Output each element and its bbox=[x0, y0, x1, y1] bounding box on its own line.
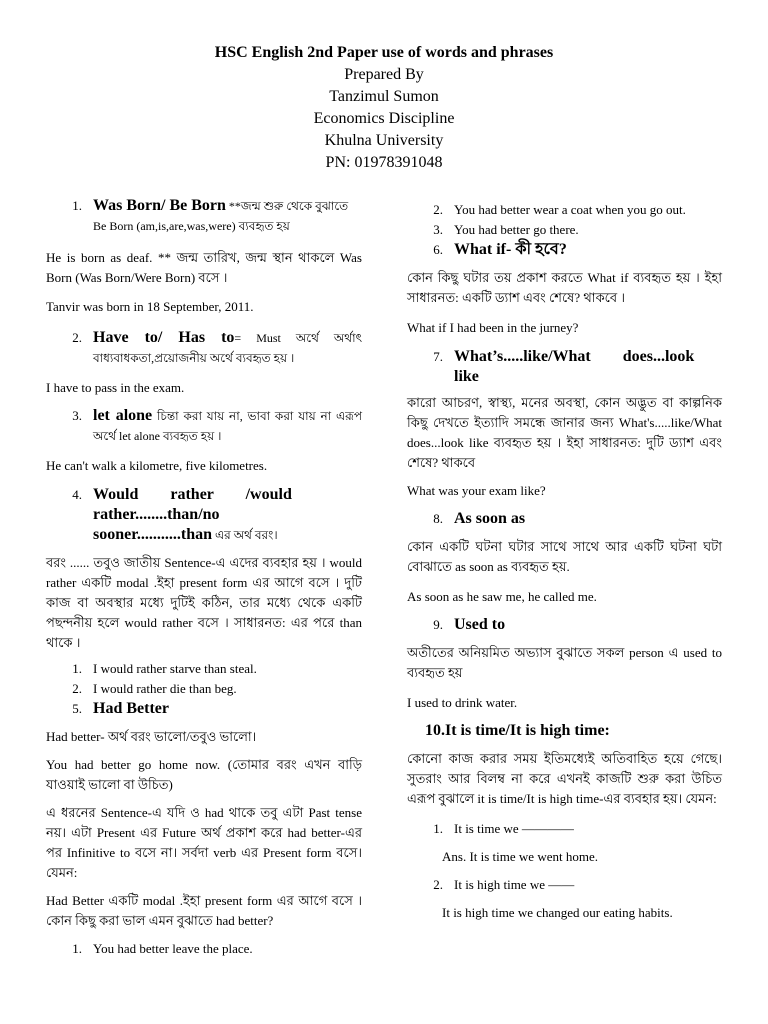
section-have-to bbox=[46, 328, 362, 368]
paragraph: He is born as deaf. ** জন্ম তারিখ, জন্ম স্থান থাকলে Was Born (Was Born/Were Born) বসে । bbox=[46, 250, 362, 285]
section-would-rather bbox=[46, 485, 362, 545]
section-note-line2: Be Born (am,is,are,was,were) ব্যবহৃত হয় bbox=[93, 219, 290, 233]
list-item-text: It is high time we —— bbox=[454, 877, 575, 892]
section-number: 7. bbox=[433, 349, 443, 364]
example-list: 1. I would rather starve than steal. 2. I would rather die than beg. bbox=[46, 659, 362, 699]
author-name: Tanzimul Sumon bbox=[329, 88, 439, 105]
right-column bbox=[407, 200, 722, 923]
phone-number: PN: 01978391048 bbox=[325, 154, 443, 171]
section-heading: Have to/ Has to bbox=[93, 329, 235, 346]
left-column bbox=[46, 196, 362, 959]
discipline: Economics Discipline bbox=[313, 110, 455, 127]
paragraph: Tanvir was born in 18 September, 2011. bbox=[46, 299, 254, 314]
paragraph: As soon as he saw me, he called me. bbox=[407, 589, 597, 604]
list-item: You had better go there. bbox=[454, 222, 579, 237]
section-as-soon-as bbox=[407, 509, 722, 529]
paragraph: অতীতের অনিয়মিত অভ্যাস বুঝাতে সকল person এ used to ব্যবহৃত হয় bbox=[407, 645, 722, 680]
continued-list: 2. You had better wear a coat when you go out. 3. You had better go there. bbox=[407, 200, 722, 240]
section-number: 1. bbox=[72, 198, 82, 213]
section-used-to bbox=[407, 615, 722, 635]
paragraph: Had Better একটি modal .ইহা present form এর আগে বসে । কোন কিছু করা ভাল এমন বুঝাতে had better? bbox=[46, 893, 362, 928]
prepared-by: Prepared By bbox=[344, 66, 424, 83]
section-number: 4. bbox=[72, 487, 82, 502]
paragraph: Had better- অর্থ বরং ভালো/তবুও ভালো। bbox=[46, 729, 257, 744]
list-item: 2. It is high time we —— bbox=[407, 875, 722, 895]
section-note: চিন্তা করা যায় না, ভাবা করা যায় না এরূপ অর্থে let alone ব্যবহৃত হয় । bbox=[93, 409, 362, 443]
section-had-better bbox=[46, 699, 362, 719]
section-heading: like bbox=[454, 368, 479, 385]
paragraph: কারো আচরণ, স্বাস্থ্য, মনের অবস্থা, কোন অদ্ভুত বা কাল্পনিক কিছু দেখতে ইত্যাদি সমন্ধে জানার জন্য What's.....like/What does...look like ব্যবহৃত হয় । ইহা সাধারনত: দুটি ড্যাশ এবং শেষে? থাকবে bbox=[407, 395, 722, 470]
paragraph: I have to pass in the exam. bbox=[46, 380, 185, 395]
section-heading: sooner...........than bbox=[93, 526, 212, 543]
paragraph: কোন একটি ঘটনা ঘটার সাথে সাথে আর একটি ঘটনা ঘটা বোঝাতে as soon as ব্যবহৃত হয়. bbox=[407, 539, 722, 574]
section-whats-like bbox=[407, 347, 722, 387]
section-let-alone bbox=[46, 406, 362, 446]
paragraph: What if I had been in the jurney? bbox=[407, 320, 579, 335]
section-heading: What’s.....like/What does...look bbox=[454, 348, 695, 365]
section-heading: Would rather /would bbox=[93, 486, 292, 503]
section-heading: Used to bbox=[454, 616, 506, 633]
section-heading: let alone bbox=[93, 407, 153, 424]
list-item: 1. It is time we ———— bbox=[407, 819, 722, 839]
section-note: = Must অর্থে অর্থাৎ বাধ্যবাধকতা,প্রয়োজনীয় অর্থে ব্যবহৃত হয় । bbox=[93, 331, 362, 365]
section-note: এর অর্থ বরং। bbox=[211, 528, 278, 542]
paragraph: এ ধরনের Sentence-এ যদি ও had থাকে তবু এটা Past tense নয়। এটা Present এর Future অর্থ প্রকাশ করে had better-এর পর Infinitive to বসে না। সর্বদা verb এর Present form বসে। যেমন: bbox=[46, 805, 362, 880]
section-number: 2. bbox=[72, 330, 82, 345]
paragraph: কোনো কাজ করার সময় ইতিমধ্যেই অতিবাহিত হয়ে গেছে। সুতরাং আর বিলম্ব না করে এখনই কাজটি শুরু করা উচিত এরূপ বুঝালে it is time/It is high time-এর ব্যবহার হয়। যেমন: bbox=[407, 751, 722, 806]
section-number: 9. bbox=[433, 617, 443, 632]
paragraph: বরং ...... তবুও জাতীয় Sentence-এ এদের ব্যবহার হয় । would rather একটি modal .ইহা present form এর আগে বসে । দুটি কাজ বা অবস্থার মধ্যে দুটিই কঠিন, তার মধ্যে থেকে একটি পছন্দনীয় হলে would rather বসে । সাধারনত: এর পরে than থাকে । bbox=[46, 555, 362, 650]
list-item: I would rather starve than steal. bbox=[93, 661, 257, 676]
paragraph: What was your exam like? bbox=[407, 483, 546, 498]
section-heading: Had Better bbox=[93, 700, 169, 717]
university: Khulna University bbox=[324, 132, 444, 149]
section-what-if bbox=[407, 240, 722, 260]
section-note: **জন্ম শুরু থেকে বুঝাতে bbox=[225, 199, 349, 213]
paragraph: He can't walk a kilometre, five kilometres. bbox=[46, 458, 268, 473]
answer-text: It is high time we changed our eating habits. bbox=[442, 905, 673, 920]
paragraph: কোন কিছু ঘটার তয় প্রকাশ করতে What if ব্যবহৃত হয় । ইহা সাধারনত: একটি ড্যাশ এবং শেষে? থাকবে । bbox=[407, 270, 722, 305]
section-heading-it-is-time: 10.It is time/It is high time: bbox=[425, 722, 610, 739]
document-header bbox=[0, 42, 768, 174]
answer-text: Ans. It is time we went home. bbox=[442, 849, 598, 864]
section-number: 3. bbox=[72, 408, 82, 423]
list-item: 1. You had better leave the place. bbox=[46, 939, 362, 959]
document-title: HSC English 2nd Paper use of words and phrases bbox=[214, 44, 554, 61]
list-item: You had better wear a coat when you go out. bbox=[454, 202, 686, 217]
list-item: I would rather die than beg. bbox=[93, 681, 237, 696]
section-was-born bbox=[46, 196, 362, 238]
section-heading: What if- কী হবে? bbox=[454, 241, 567, 258]
section-number: 6. bbox=[433, 242, 443, 257]
paragraph: You had better go home now. (তোমার বরং এখন বাড়ি যাওয়াই ভালো বা উচিত) bbox=[46, 757, 362, 792]
section-heading: As soon as bbox=[454, 510, 526, 527]
section-number: 8. bbox=[433, 511, 443, 526]
paragraph: I used to drink water. bbox=[407, 695, 518, 710]
section-heading: rather........than/no bbox=[93, 506, 220, 523]
section-number: 5. bbox=[72, 701, 82, 716]
list-item-text: You had better leave the place. bbox=[93, 941, 253, 956]
list-item-text: It is time we ———— bbox=[454, 821, 574, 836]
section-heading: Was Born/ Be Born bbox=[93, 197, 226, 214]
